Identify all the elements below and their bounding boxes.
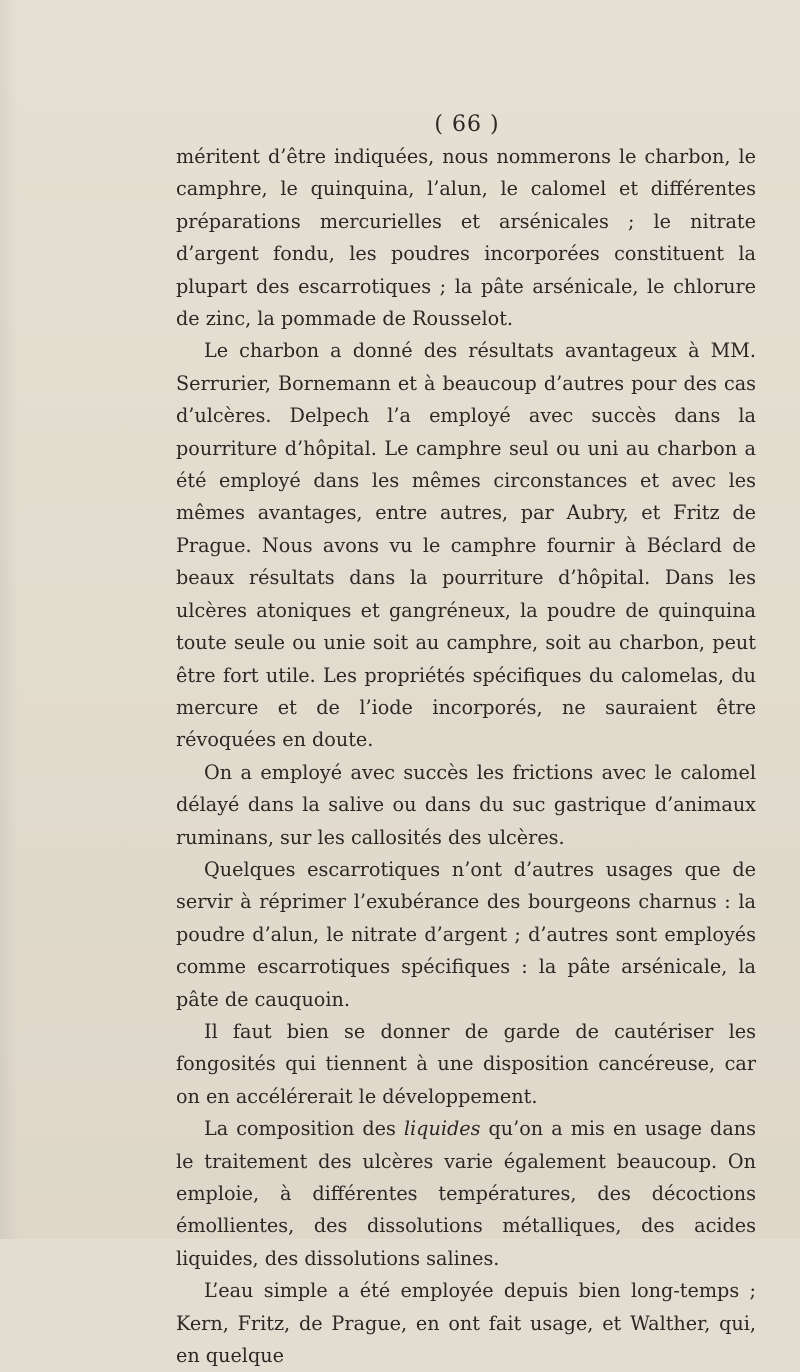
page-number: ( 66 ) xyxy=(434,112,500,137)
paragraph-4: Quelques escarrotiques n’ont d’autres usages que de servir à réprimer l’exubérance des bourgeons charnus : la poudre d’alun, le nitrate d’argent ; d’autres sont employés comme escarrotiques spécifiques : la pâte arsénicale, la pâte de cauquoin. xyxy=(176,857,756,1011)
italic-term-liquides: liquides xyxy=(403,1117,481,1141)
paragraph-3: On a employé avec succès les frictions avec le calomel délayé dans la salive ou dans du suc gastrique d’animaux ruminans, sur les callosités des ulcères. xyxy=(176,760,756,849)
paragraph-7: L’eau simple a été employée depuis bien long-temps ; Kern, Fritz, de Prague, en ont fait usage, et Walther, qui, en quelque xyxy=(176,1279,756,1368)
page-edge-shadow xyxy=(0,0,18,1239)
paragraph-1: méritent d’être indiquées, nous nommerons le charbon, le camphre, le quinquina, l’alun, le calomel et différentes préparations mercurielles et arsénicales ; le nitrate d’argent fondu, les poudres incorporées constituent la plupart des escarrotiques ; la pâte arsénicale, le chlorure de zinc, la pommade de Rousselot. xyxy=(176,145,756,331)
body-text xyxy=(176,141,756,1372)
paragraph-6 xyxy=(176,1113,756,1275)
paragraph-2: Le charbon a donné des résultats avantageux à MM. Serrurier, Bornemann et à beaucoup d’autres pour des cas d’ulcères. Delpech l’a employé avec succès dans la pourriture d’hôpital. Le camphre seul ou uni au charbon a été employé dans les mêmes circonstances et avec les mêmes avantages, entre autres, par Aubry, et Fritz de Prague. Nous avons vu le camphre fournir à Béclard de beaux résultats dans la pourriture d’hôpital. Dans les ulcères atoniques et gangréneux, la poudre de quinquina toute seule ou unie soit au camphre, soit au charbon, peut être fort utile. Les propriétés spécifiques du calomelas, du mercure et de l’iode incorporés, ne sauraient être révoquées en doute. xyxy=(176,339,756,752)
paragraph-6-start: La composition des xyxy=(204,1117,404,1141)
paragraph-5: Il faut bien se donner de garde de cautériser les fongosités qui tiennent à une disposition cancéreuse, car on en accélérerait le développement. xyxy=(176,1019,756,1108)
paragraph-6-end: qu’on a mis en usage dans le traitement des ulcères varie également beaucoup. On emploie, à différentes températures, des décoctions émollientes, des dissolutions métalliques, des acides liquides, des dissolutions salines. xyxy=(176,1117,756,1270)
